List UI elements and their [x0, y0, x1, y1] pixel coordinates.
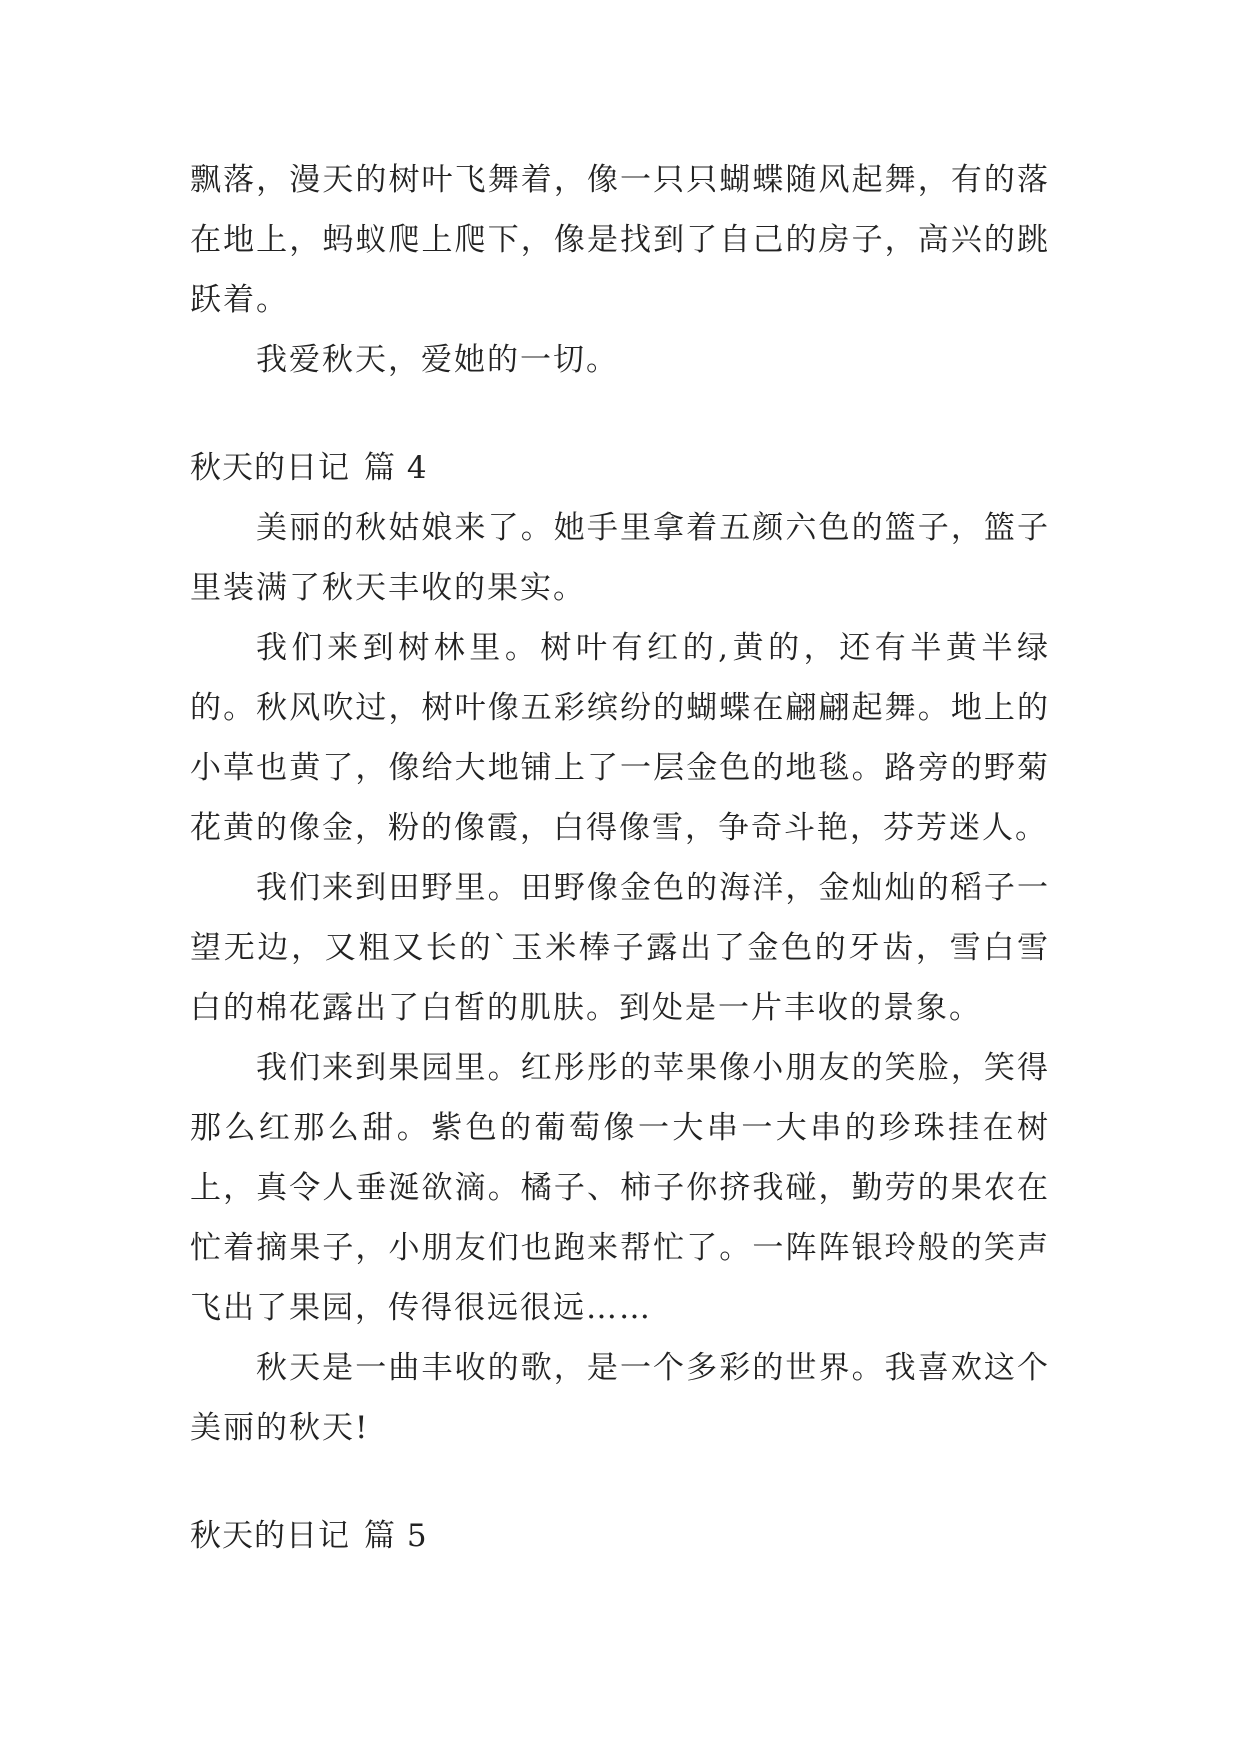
document-body [190, 150, 1050, 1566]
section4-paragraph-4: 我们来到果园里。红彤彤的苹果像小朋友的笑脸，笑得那么红那么甜。紫色的葡萄像一大串一大串的珍珠挂在树上，真令人垂涎欲滴。橘子、柿子你挤我碰，勤劳的果农在忙着摘果子，小朋友们也跑来帮忙了。一阵阵银玲般的笑声飞出了果园，传得很远很远…… [190, 1050, 1050, 1326]
section4-paragraph-5: 秋天是一曲丰收的歌，是一个多彩的世界。我喜欢这个美丽的秋天! [190, 1350, 1050, 1446]
closing-paragraph: 我爱秋天，爱她的一切。 [256, 342, 619, 378]
continuation-paragraph: 飘落，漫天的树叶飞舞着，像一只只蝴蝶随风起舞，有的落在地上，蚂蚁爬上爬下，像是找到了自己的房子，高兴的跳跃着。 [190, 162, 1050, 318]
section4-paragraph-1: 美丽的秋姑娘来了。她手里拿着五颜六色的篮子，篮子里装满了秋天丰收的果实。 [190, 510, 1050, 606]
section4-paragraph-2: 我们来到树林里。树叶有红的,黄的，还有半黄半绿的。秋风吹过，树叶像五彩缤纷的蝴蝶在翩翩起舞。地上的小草也黄了，像给大地铺上了一层金色的地毯。路旁的野菊花黄的像金，粉的像霞，白得像雪，争奇斗艳，芬芳迷人。 [190, 630, 1050, 846]
section-number: 篇 5 [364, 1518, 428, 1554]
section-title: 秋天的日记 [190, 450, 350, 486]
section-number: 篇 4 [364, 450, 428, 486]
section-title: 秋天的日记 [190, 1518, 350, 1554]
section-heading-5 [190, 1506, 1050, 1566]
section-heading-4 [190, 438, 1050, 498]
section4-paragraph-3: 我们来到田野里。田野像金色的海洋，金灿灿的稻子一望无边，又粗又长的`玉米棒子露出了金色的牙齿，雪白雪白的棉花露出了白皙的肌肤。到处是一片丰收的景象。 [190, 870, 1050, 1026]
